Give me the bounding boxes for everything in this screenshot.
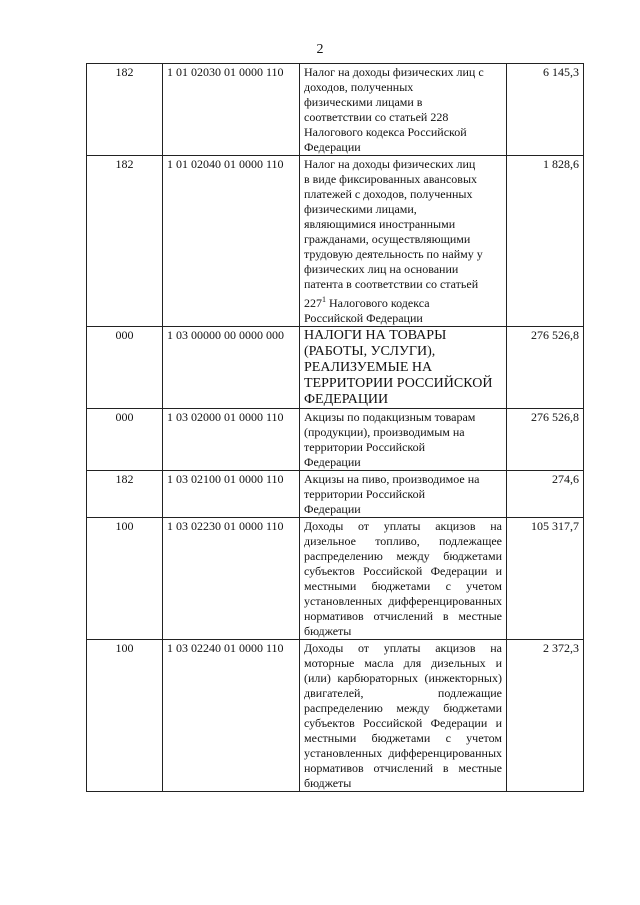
name-line: соответствии со статьей 228 xyxy=(304,110,449,124)
table-row xyxy=(87,471,584,518)
admin-code-cell: 182 xyxy=(87,156,163,327)
name-line: являющимися иностранными xyxy=(304,217,456,231)
table-row xyxy=(87,640,584,792)
name-line: Федерации xyxy=(304,502,361,516)
name-line: территории Российской xyxy=(304,440,426,454)
revenue-name-cell xyxy=(300,471,507,518)
budget-classification-code-cell: 1 03 02230 01 0000 110 xyxy=(163,518,300,640)
name-line: физическими лицами, xyxy=(304,202,417,216)
budget-classification-code-cell: 1 03 02000 01 0000 110 xyxy=(163,409,300,471)
page-number: 2 xyxy=(316,42,324,57)
table-row xyxy=(87,156,584,327)
name-line: физическими лицами в xyxy=(304,95,423,109)
name-line: ФЕДЕРАЦИИ xyxy=(304,392,389,407)
amount-cell: 274,6 xyxy=(507,471,584,518)
admin-code-cell: 100 xyxy=(87,518,163,640)
revenue-name-cell: Доходы от уплаты акцизов на моторные масла для дизельных и (или) карбюраторных (инжекторных) двигателей, подлежащие распределению между бюджетами субъектов Российской Федерации и местными бюджетами с учетом установленных дифференцированных нормативов отчислений в местные бюджеты xyxy=(300,640,507,792)
article-number: 227 xyxy=(304,296,322,310)
name-line: в виде фиксированных авансовых xyxy=(304,172,478,186)
budget-classification-code-cell: 1 03 02100 01 0000 110 xyxy=(163,471,300,518)
name-line: НАЛОГИ НА ТОВАРЫ xyxy=(304,328,447,343)
revenue-table xyxy=(86,63,584,792)
name-line: Федерации xyxy=(304,455,361,469)
name-line: Акцизы на пиво, производимое на xyxy=(304,472,480,486)
admin-code-cell: 182 xyxy=(87,471,163,518)
amount-cell: 276 526,8 xyxy=(507,327,584,409)
amount-cell: 1 828,6 xyxy=(507,156,584,327)
admin-code-cell: 100 xyxy=(87,640,163,792)
name-line: Налог на доходы физических лиц xyxy=(304,157,476,171)
name-line: гражданами, осуществляющими xyxy=(304,232,471,246)
table-row xyxy=(87,64,584,156)
name-line: трудовую деятельность по найму у xyxy=(304,247,483,261)
revenue-name-cell xyxy=(300,156,507,327)
name-line: (РАБОТЫ, УСЛУГИ), xyxy=(304,344,436,359)
amount-cell: 2 372,3 xyxy=(507,640,584,792)
name-line: Российской Федерации xyxy=(304,311,423,325)
table-row xyxy=(87,409,584,471)
name-line: Акцизы по подакцизным товарам xyxy=(304,410,476,424)
admin-code-cell: 182 xyxy=(87,64,163,156)
article-superscript: 1 xyxy=(322,295,326,304)
budget-classification-code-cell: 1 03 02240 01 0000 110 xyxy=(163,640,300,792)
table-row xyxy=(87,327,584,409)
revenue-name-cell xyxy=(300,64,507,156)
budget-classification-code-cell: 1 03 00000 00 0000 000 xyxy=(163,327,300,409)
name-line: РЕАЛИЗУЕМЫЕ НА xyxy=(304,360,433,375)
name-line: доходов, полученных xyxy=(304,80,414,94)
amount-cell: 276 526,8 xyxy=(507,409,584,471)
name-line: Налогового кодекса Российской xyxy=(304,125,467,139)
revenue-name-cell: Доходы от уплаты акцизов на дизельное топливо, подлежащее распределению между бюджетами субъектов Российской Федерации и местными бюджетами с учетом установленных дифференцированных нормативов отчислений в местные бюджеты xyxy=(300,518,507,640)
name-line: Федерации xyxy=(304,140,361,154)
budget-classification-code-cell: 1 01 02040 01 0000 110 xyxy=(163,156,300,327)
name-line: (продукции), производимым на xyxy=(304,425,465,439)
table-row xyxy=(87,518,584,640)
name-line: территории Российской xyxy=(304,487,426,501)
admin-code-cell: 000 xyxy=(87,327,163,409)
amount-cell: 105 317,7 xyxy=(507,518,584,640)
budget-classification-code-cell: 1 01 02030 01 0000 110 xyxy=(163,64,300,156)
revenue-name-cell xyxy=(300,409,507,471)
name-line: Налогового кодекса xyxy=(326,296,430,310)
amount-cell: 6 145,3 xyxy=(507,64,584,156)
name-line: патента в соответствии со статьей xyxy=(304,277,479,291)
name-line: Налог на доходы физических лиц с xyxy=(304,65,484,79)
revenue-name-cell xyxy=(300,327,507,409)
name-line: физических лиц на основании xyxy=(304,262,459,276)
admin-code-cell: 000 xyxy=(87,409,163,471)
name-line: платежей с доходов, полученных xyxy=(304,187,473,201)
name-line: ТЕРРИТОРИИ РОССИЙСКОЙ xyxy=(304,376,493,391)
